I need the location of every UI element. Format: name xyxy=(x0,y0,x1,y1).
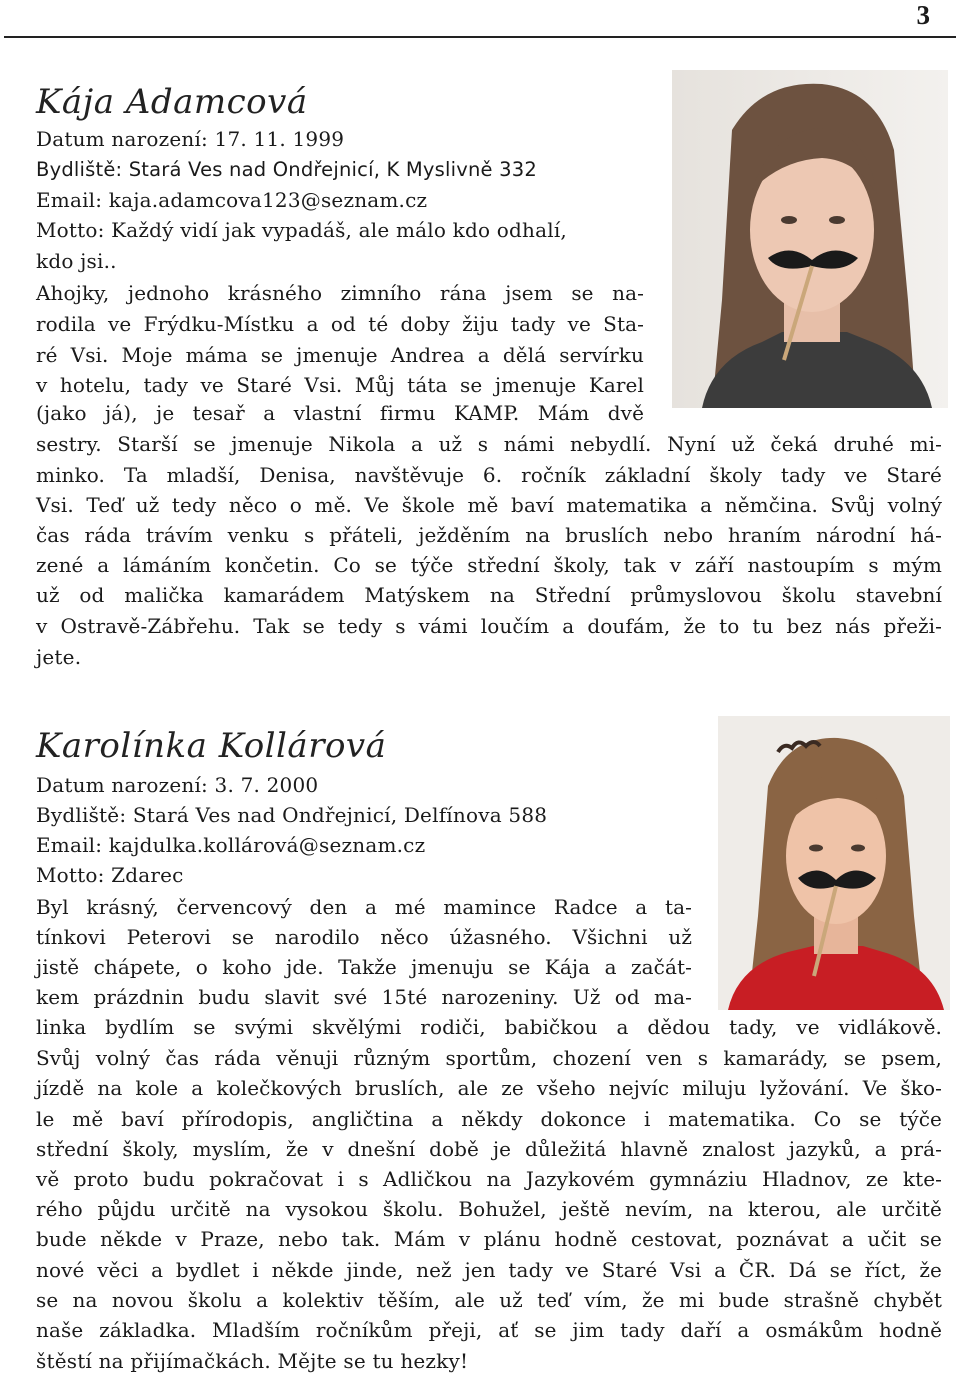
birth-date: Datum narození: 3. 7. 2000 xyxy=(36,773,319,797)
birth-date: Datum narození: 17. 11. 1999 xyxy=(36,127,345,151)
email: Email: kajdulka.kollárová@seznam.cz xyxy=(36,833,426,857)
bio-line: rého půjdu určitě na vysokou školu. Bohužel, ještě nevím, na kterou, ale určitě xyxy=(36,1197,942,1221)
motto-continued: kdo jsi.. xyxy=(36,249,117,273)
bio-line: Ahojky, jednoho krásného zimního rána jsem se na- xyxy=(36,281,644,305)
bio-line: jete. xyxy=(36,645,82,669)
profile-name: Kája Adamcová xyxy=(36,82,308,122)
motto: Motto: Každý vidí jak vypadáš, ale málo kdo odhalí, xyxy=(36,218,567,242)
bio-line: střední školy, myslím, že v dnešní době je důležitá hlavně znalost jazyků, a prá- xyxy=(36,1137,942,1161)
bio-line: nové věci a bydlet i někde jinde, než jen tady ve Staré Vsi a ČR. Dá se říct, že xyxy=(36,1258,942,1282)
bio-line: bude někde v Praze, nebo tak. Mám v plánu hodně cestovat, poznávat a učit se xyxy=(36,1227,942,1251)
bio-line: jízdě na kole a kolečkových bruslích, ale ze všeho nejvíc miluju lyžování. Ve ško- xyxy=(36,1076,942,1100)
portrait-illustration xyxy=(718,716,950,1010)
bio-line: Svůj volný čas ráda věnuji různým sportům, chození ven s kamarády, se psem, xyxy=(36,1046,942,1070)
bio-line: minko. Ta mladší, Denisa, navštěvuje 6. ročník základní školy tady ve Staré xyxy=(36,463,942,487)
bio-line: ré Vsi. Moje máma se jmenuje Andrea a dělá servírku xyxy=(36,343,644,367)
bio-line: sestry. Starší se jmenuje Nikola a už s námi nebydlí. Nyní už čeká druhé mi- xyxy=(36,432,942,456)
bio-line: tínkovi Peterovi se narodilo něco úžasného. Všichni už xyxy=(36,925,692,949)
bio-line: rodila ve Frýdku-Místku a od té doby žiju tady ve Sta- xyxy=(36,312,644,336)
address: Bydliště: Stará Ves nad Ondřejnicí, K Myslivně 332 xyxy=(36,158,537,181)
bio-line: v hotelu, tady ve Staré Vsi. Můj táta se jmenuje Karel xyxy=(36,373,644,397)
profile-name: Karolínka Kollárová xyxy=(36,726,387,766)
bio-line: kem prázdnin budu slavit své 15té narozeniny. Už od ma- xyxy=(36,985,692,1009)
portrait-photo xyxy=(672,70,948,408)
bio-line: se na novou školu a kolektiv těším, ale už teď vím, že mi bude strašně chybět xyxy=(36,1288,942,1312)
bio-line: štěstí na přijímačkách. Mějte se tu hezky! xyxy=(36,1349,469,1373)
bio-line: le mě baví přírodopis, angličtina a někdy dokonce i matematika. Co se týče xyxy=(36,1107,942,1131)
portrait-illustration xyxy=(672,70,948,408)
bio-line: zené a lámáním končetin. Co se týče střední školy, tak v září nastoupím s mým xyxy=(36,553,942,577)
bio-line: Vsi. Teď už tedy něco o mě. Ve škole mě baví matematika a němčina. Svůj volný xyxy=(36,493,942,517)
address: Bydliště: Stará Ves nad Ondřejnicí, Delfínova 588 xyxy=(36,803,548,827)
portrait-photo xyxy=(718,716,950,1010)
header-rule xyxy=(4,36,956,38)
bio-line: (jako já), je tesař a vlastní firmu KAMP. Mám dvě xyxy=(36,401,644,425)
email: Email: kaja.adamcova123@seznam.cz xyxy=(36,188,428,212)
bio-line: vě proto budu pokračovat i s Adličkou na Jazykovém gymnáziu Hladnov, ze kte- xyxy=(36,1167,942,1191)
page-number: 3 xyxy=(916,0,930,30)
bio-line: linka bydlím se svými skvělými rodiči, babičkou a dědou tady, ve vidlákově. xyxy=(36,1015,942,1039)
bio-line: v Ostravě-Zábřehu. Tak se tedy s vámi loučím a doufám, že to tu bez nás přeži- xyxy=(36,614,942,638)
bio-line: naše základka. Mladším ročníkům přeji, ať se jim tady daří a osmákům hodně xyxy=(36,1318,942,1342)
bio-line: Byl krásný, červencový den a mé mamince Radce a ta- xyxy=(36,895,692,919)
bio-line: jistě chápete, o koho jde. Takže jmenuju se Kája a začát- xyxy=(36,955,692,979)
bio-line: už od malička kamarádem Matýskem na Střední průmyslovou školu stavební xyxy=(36,583,942,607)
motto: Motto: Zdarec xyxy=(36,863,184,887)
bio-line: čas ráda trávím venku s přáteli, ježděním na bruslích nebo hraním národní há- xyxy=(36,523,942,547)
